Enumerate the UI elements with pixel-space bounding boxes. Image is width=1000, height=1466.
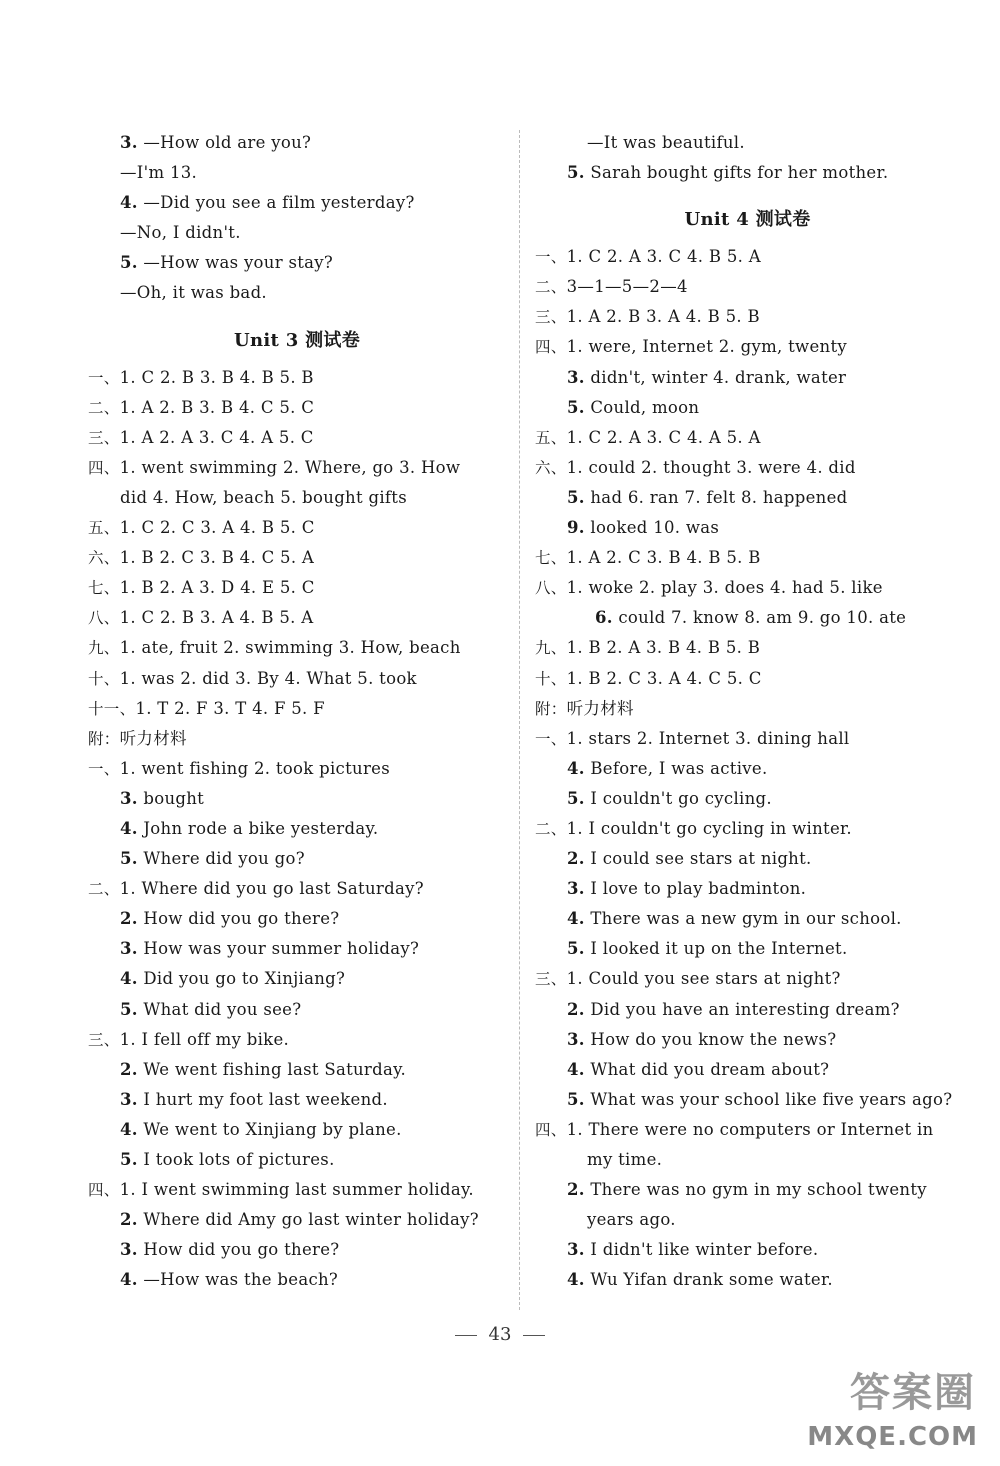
page-footer bbox=[0, 1324, 1000, 1345]
answer-text: —It was beautiful. bbox=[587, 133, 745, 152]
answer-text: How did you go there? bbox=[143, 1240, 340, 1260]
answer-text: 1. C 2. A 3. C 4. B 5. A bbox=[566, 247, 761, 267]
section-label: 二、 bbox=[88, 398, 120, 417]
answer-text: —How was your stay? bbox=[143, 253, 334, 273]
answer-line bbox=[88, 1265, 506, 1295]
section-label: 九、 bbox=[535, 639, 567, 658]
answer-line bbox=[535, 1055, 960, 1085]
item-number: 5. bbox=[567, 788, 585, 808]
page-number: 43 bbox=[488, 1324, 512, 1345]
section-label: 四、 bbox=[535, 1120, 567, 1139]
answer-text: 1. A 2. C 3. B 4. B 5. B bbox=[566, 548, 761, 568]
section-label: 一、 bbox=[535, 248, 567, 267]
answer-row bbox=[88, 874, 506, 904]
answer-text: bought bbox=[143, 788, 205, 808]
answer-line bbox=[535, 1235, 960, 1265]
section-label: 十、 bbox=[88, 669, 120, 688]
answer-text: Sarah bought gifts for her mother. bbox=[590, 163, 889, 183]
answer-line bbox=[535, 483, 960, 513]
item-number: 3. bbox=[120, 1240, 138, 1260]
answer-text: —Oh, it was bad. bbox=[120, 283, 267, 303]
section-label: 二、 bbox=[535, 278, 567, 297]
section-label: 七、 bbox=[535, 549, 567, 568]
answer-line bbox=[535, 1145, 960, 1175]
item-number: 5. bbox=[120, 253, 138, 273]
answer-text: 1. stars 2. Internet 3. dining hall bbox=[566, 728, 850, 748]
answer-row bbox=[535, 724, 960, 754]
column-divider bbox=[519, 130, 520, 1310]
answer-line bbox=[535, 844, 960, 874]
item-number: 3. bbox=[567, 879, 585, 899]
answer-text: didn't, winter 4. drank, water bbox=[590, 367, 847, 387]
answer-text: There was a new gym in our school. bbox=[590, 909, 902, 929]
section-label: 十一、 bbox=[88, 699, 136, 718]
answer-row bbox=[535, 423, 960, 453]
answer-line bbox=[88, 278, 506, 308]
answer-line bbox=[535, 603, 960, 633]
answer-text: I didn't like winter before. bbox=[590, 1240, 819, 1260]
answer-line bbox=[535, 393, 960, 423]
answer-line bbox=[535, 128, 960, 158]
item-number: 4. bbox=[567, 1059, 585, 1079]
answer-text: 1. went fishing 2. took pictures bbox=[119, 758, 390, 778]
answer-text: 1. woke 2. play 3. does 4. had 5. like bbox=[566, 578, 883, 598]
answer-text: 1. C 2. C 3. A 4. B 5. C bbox=[119, 518, 315, 538]
watermark-site: MXQE.COM bbox=[807, 1422, 978, 1452]
answer-row bbox=[88, 393, 506, 423]
answer-line bbox=[88, 844, 506, 874]
item-number: 5. bbox=[567, 397, 585, 417]
answer-text: Did you have an interesting dream? bbox=[590, 999, 900, 1019]
section-label: 八、 bbox=[535, 579, 567, 598]
answer-text: 1. A 2. A 3. C 4. A 5. C bbox=[119, 427, 314, 447]
item-number: 5. bbox=[567, 1089, 585, 1109]
section-label: 三、 bbox=[535, 970, 567, 989]
answer-row bbox=[88, 664, 506, 694]
section-label: 三、 bbox=[88, 428, 120, 447]
item-number: 2. bbox=[120, 909, 138, 929]
answer-line bbox=[88, 218, 506, 248]
section-label: 一、 bbox=[88, 759, 120, 778]
footer-dash-left bbox=[455, 1335, 477, 1336]
answer-text: —How was the beach? bbox=[143, 1270, 339, 1290]
section-label: 三、 bbox=[88, 1030, 120, 1049]
answer-row bbox=[535, 964, 960, 994]
item-number: 4. bbox=[120, 1119, 138, 1139]
answer-text: I could see stars at night. bbox=[590, 849, 812, 869]
answer-text: —Did you see a film yesterday? bbox=[143, 193, 415, 213]
answer-line bbox=[88, 934, 506, 964]
answer-row bbox=[88, 1175, 506, 1205]
answer-text: What was your school like five years ago? bbox=[590, 1089, 953, 1109]
answer-line bbox=[535, 934, 960, 964]
answer-line bbox=[88, 188, 506, 218]
section-label: 七、 bbox=[88, 579, 120, 598]
answer-line bbox=[535, 363, 960, 393]
item-number: 5. bbox=[120, 999, 138, 1019]
item-number: 5. bbox=[120, 1150, 138, 1169]
right-column bbox=[535, 128, 960, 1295]
answer-line bbox=[88, 483, 506, 513]
answer-line bbox=[88, 1205, 506, 1235]
answer-line bbox=[535, 513, 960, 543]
answer-text: Before, I was active. bbox=[590, 758, 768, 778]
answer-text: 1. I went swimming last summer holiday. bbox=[119, 1180, 474, 1200]
answer-text: 1. B 2. C 3. A 4. C 5. C bbox=[566, 668, 762, 688]
answer-text: I took lots of pictures. bbox=[143, 1150, 335, 1169]
answer-row bbox=[535, 814, 960, 844]
answer-line bbox=[535, 784, 960, 814]
answer-row bbox=[88, 724, 506, 754]
section-label: 四、 bbox=[88, 1181, 120, 1200]
answer-text: —I'm 13. bbox=[120, 163, 198, 183]
answer-text: 1. were, Internet 2. gym, twenty bbox=[566, 337, 848, 357]
section-heading: Unit 3 测试卷 bbox=[234, 329, 360, 351]
answer-line bbox=[535, 1025, 960, 1055]
footer-dash-right bbox=[523, 1335, 545, 1336]
answer-line bbox=[535, 1265, 960, 1295]
section-label: 六、 bbox=[88, 549, 120, 568]
answer-text: We went to Xinjiang by plane. bbox=[143, 1119, 402, 1139]
answer-text: Did you go to Xinjiang? bbox=[143, 969, 346, 989]
answer-text: 听力材料 bbox=[566, 698, 634, 718]
answer-line bbox=[88, 814, 506, 844]
watermark-logo: 答案圈 bbox=[850, 1370, 976, 1416]
item-number: 2. bbox=[567, 999, 585, 1019]
answer-row bbox=[88, 453, 506, 483]
answer-text: 1. T 2. F 3. T 4. F 5. F bbox=[135, 698, 325, 718]
answer-text: What did you see? bbox=[143, 999, 302, 1019]
answer-text: 1. There were no computers or Internet in bbox=[566, 1119, 934, 1139]
answer-line bbox=[88, 1115, 506, 1145]
answer-text: 1. Could you see stars at night? bbox=[566, 969, 841, 989]
item-number: 4. bbox=[120, 1270, 138, 1290]
answer-row bbox=[88, 1025, 506, 1055]
answer-text: could 7. know 8. am 9. go 10. ate bbox=[618, 608, 907, 628]
section-label: 附： bbox=[535, 699, 567, 718]
section-label: 四、 bbox=[535, 338, 567, 357]
answer-line bbox=[88, 964, 506, 994]
answer-text: —No, I didn't. bbox=[120, 223, 241, 243]
answer-text: 1. C 2. A 3. C 4. A 5. A bbox=[566, 427, 761, 447]
answer-line bbox=[535, 754, 960, 784]
answer-row bbox=[88, 543, 506, 573]
item-number: 2. bbox=[567, 849, 585, 869]
item-number: 5. bbox=[567, 939, 585, 959]
section-heading: Unit 4 测试卷 bbox=[684, 209, 811, 231]
answer-row bbox=[88, 754, 506, 784]
item-number: 4. bbox=[120, 969, 138, 989]
answer-text: How was your summer holiday? bbox=[143, 939, 420, 959]
answer-text: I hurt my foot last weekend. bbox=[143, 1089, 388, 1109]
item-number: 6. bbox=[595, 608, 613, 628]
item-number: 5. bbox=[567, 163, 585, 183]
section-label: 十、 bbox=[535, 669, 567, 688]
item-number: 3. bbox=[120, 1089, 138, 1109]
section-label: 一、 bbox=[88, 368, 120, 387]
answer-line bbox=[535, 1175, 960, 1205]
answer-text: years ago. bbox=[587, 1210, 676, 1230]
item-number: 4. bbox=[567, 909, 585, 929]
item-number: 5. bbox=[120, 849, 138, 869]
answer-line bbox=[88, 904, 506, 934]
answer-text: 1. went swimming 2. Where, go 3. How bbox=[119, 457, 461, 477]
answer-row bbox=[535, 573, 960, 603]
answer-line bbox=[535, 904, 960, 934]
section-label: 八、 bbox=[88, 609, 120, 628]
answer-line bbox=[535, 995, 960, 1025]
answer-text: 1. could 2. thought 3. were 4. did bbox=[566, 457, 856, 477]
answer-line bbox=[88, 1145, 506, 1175]
answer-row bbox=[88, 694, 506, 724]
item-number: 3. bbox=[567, 1029, 585, 1049]
answer-row bbox=[535, 694, 960, 724]
left-column bbox=[88, 128, 506, 1295]
item-number: 4. bbox=[120, 818, 138, 838]
answer-line bbox=[535, 1085, 960, 1115]
section-label: 附： bbox=[88, 729, 120, 748]
section-label: 二、 bbox=[535, 819, 567, 838]
answer-text: had 6. ran 7. felt 8. happened bbox=[590, 487, 848, 507]
answer-text: How do you know the news? bbox=[590, 1029, 837, 1049]
answer-row bbox=[535, 633, 960, 663]
section-label: 二、 bbox=[88, 880, 120, 899]
answer-row bbox=[88, 633, 506, 663]
answer-text: I couldn't go cycling. bbox=[590, 788, 772, 808]
answer-text: 1. was 2. did 3. By 4. What 5. took bbox=[119, 668, 417, 688]
answer-text: 1. B 2. A 3. B 4. B 5. B bbox=[566, 638, 761, 658]
answer-row bbox=[535, 543, 960, 573]
answer-text: I looked it up on the Internet. bbox=[590, 939, 848, 959]
answer-text: We went fishing last Saturday. bbox=[143, 1059, 407, 1079]
answer-line bbox=[88, 784, 506, 814]
answer-row bbox=[535, 302, 960, 332]
item-number: 3. bbox=[120, 788, 138, 808]
section-label: 五、 bbox=[535, 428, 567, 447]
item-number: 2. bbox=[567, 1180, 585, 1200]
answer-text: Where did Amy go last winter holiday? bbox=[143, 1210, 479, 1230]
answer-row bbox=[535, 332, 960, 362]
item-number: 2. bbox=[120, 1210, 138, 1230]
item-number: 3. bbox=[567, 367, 585, 387]
section-label: 五、 bbox=[88, 519, 120, 538]
item-number: 4. bbox=[120, 193, 138, 213]
item-number: 4. bbox=[567, 758, 585, 778]
answer-text: my time. bbox=[587, 1150, 663, 1169]
answer-text: 1. Where did you go last Saturday? bbox=[119, 879, 424, 899]
answer-line bbox=[88, 128, 506, 158]
answer-text: looked 10. was bbox=[590, 518, 720, 538]
answer-text: 1. B 2. C 3. B 4. C 5. A bbox=[119, 548, 315, 568]
answer-text: —How old are you? bbox=[143, 133, 312, 152]
answer-row bbox=[535, 1115, 960, 1145]
answer-text: How did you go there? bbox=[143, 909, 340, 929]
answer-line bbox=[88, 995, 506, 1025]
answer-line bbox=[535, 158, 960, 188]
answer-text: Wu Yifan drank some water. bbox=[590, 1270, 833, 1290]
answer-text: 1. I couldn't go cycling in winter. bbox=[566, 818, 852, 838]
answer-line bbox=[535, 1205, 960, 1235]
answer-text: 1. A 2. B 3. A 4. B 5. B bbox=[566, 307, 760, 327]
item-number: 9. bbox=[567, 518, 585, 538]
item-number: 5. bbox=[567, 487, 585, 507]
answer-row bbox=[535, 242, 960, 272]
item-number: 3. bbox=[120, 939, 138, 959]
section-label: 一、 bbox=[535, 729, 567, 748]
answer-text: There was no gym in my school twenty bbox=[590, 1180, 927, 1200]
answer-line bbox=[88, 158, 506, 188]
answer-text: did 4. How, beach 5. bought gifts bbox=[120, 487, 408, 507]
answer-text: Where did you go? bbox=[143, 849, 305, 869]
answer-line bbox=[535, 874, 960, 904]
item-number: 3. bbox=[567, 1240, 585, 1260]
answer-text: 1. I fell off my bike. bbox=[119, 1029, 290, 1049]
answer-line bbox=[88, 1055, 506, 1085]
answer-text: 1. C 2. B 3. B 4. B 5. B bbox=[119, 367, 314, 387]
answer-text: John rode a bike yesterday. bbox=[143, 818, 379, 838]
answer-row bbox=[88, 423, 506, 453]
item-number: 4. bbox=[567, 1270, 585, 1290]
answer-text: 1. A 2. B 3. B 4. C 5. C bbox=[119, 397, 315, 417]
answer-row bbox=[535, 664, 960, 694]
item-number: 3. bbox=[120, 133, 138, 152]
section-label: 四、 bbox=[88, 458, 120, 477]
answer-row bbox=[88, 573, 506, 603]
answer-text: 1. B 2. A 3. D 4. E 5. C bbox=[119, 578, 315, 598]
answer-text: 3—1—5—2—4 bbox=[566, 277, 688, 297]
answer-row bbox=[88, 603, 506, 633]
answer-text: 听力材料 bbox=[119, 728, 187, 748]
section-label: 九、 bbox=[88, 639, 120, 658]
answer-text: Could, moon bbox=[590, 397, 700, 417]
answer-text: 1. C 2. B 3. A 4. B 5. A bbox=[119, 608, 314, 628]
section-label: 三、 bbox=[535, 308, 567, 327]
answer-text: I love to play badminton. bbox=[590, 879, 807, 899]
answer-text: 1. ate, fruit 2. swimming 3. How, beach bbox=[119, 638, 461, 658]
answer-row bbox=[535, 453, 960, 483]
answer-line bbox=[88, 1235, 506, 1265]
answer-text: What did you dream about? bbox=[590, 1059, 830, 1079]
item-number: 2. bbox=[120, 1059, 138, 1079]
section-label: 六、 bbox=[535, 458, 567, 477]
answer-row bbox=[535, 272, 960, 302]
answer-line bbox=[88, 1085, 506, 1115]
answer-row bbox=[88, 513, 506, 543]
answer-line bbox=[88, 248, 506, 278]
answer-row bbox=[88, 363, 506, 393]
